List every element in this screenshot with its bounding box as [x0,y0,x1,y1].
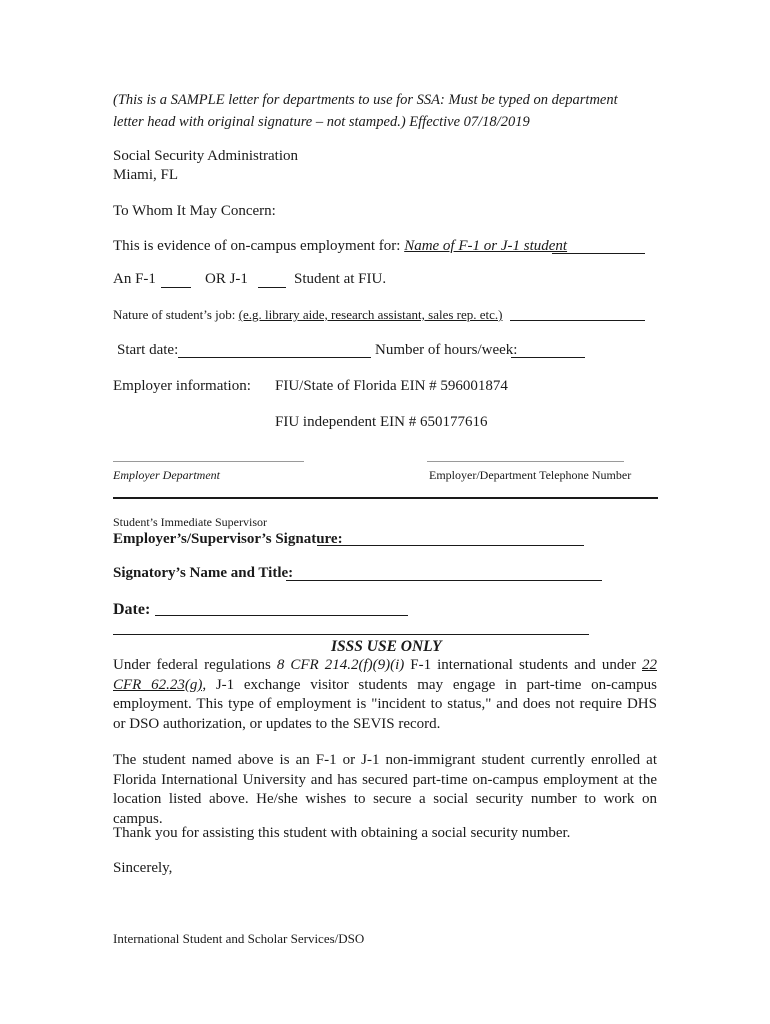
isss-heading: ISSS USE ONLY [331,638,442,655]
start-date-blank[interactable] [178,357,371,358]
telephone-label: Employer/Department Telephone Number [429,468,632,482]
supervisor-signature-label: Employer’s/Supervisor’s Signature: [113,531,343,547]
visa-suffix: Student at FIU. [294,271,387,287]
student-name-blank[interactable] [552,253,645,254]
evidence-line [113,238,567,255]
job-example: (e.g. library aide, research assistant, sales rep. etc.) [238,307,503,322]
isss-paragraph-thanks: Thank you for assisting this student with obtaining a social security number. [113,825,571,841]
ein-independent: FIU independent EIN # 650177616 [275,414,488,430]
signoff: International Student and Scholar Services/DSO [113,931,365,946]
evidence-prefix: This is evidence of on-campus employment for: [113,238,405,254]
hours-per-week-blank[interactable] [511,357,585,358]
addressee-line-2: Miami, FL [113,167,179,183]
telephone-blank[interactable] [427,461,624,462]
visa-f1-label: An F-1 [113,271,156,287]
sample-note-line-1: (This is a SAMPLE letter for departments to use for SSA: Must be typed on department [113,92,618,108]
visa-or-j1-label: OR J-1 [205,271,248,287]
signatory-name-title-label: Signatory’s Name and Title: [113,565,294,581]
employer-info-label: Employer information: [113,378,251,394]
student-name-placeholder[interactable]: Name of F-1 or J-1 student [404,238,568,254]
date-blank[interactable] [155,615,408,616]
start-date-label: Start date: [117,342,179,358]
salutation: To Whom It May Concern: [113,203,276,219]
job-line [113,307,503,323]
employer-department-label: Employer Department [113,468,220,482]
cfr-citation-j1: 22 CFR 62.23(g), [113,657,657,693]
cfr-citation-f1: 8 CFR 214.2(f)(9)(i) [276,657,405,673]
addressee-line-1: Social Security Administration [113,148,298,164]
j1-blank[interactable] [258,287,286,288]
date-label: Date: [113,601,151,618]
supervisor-signature-blank[interactable] [317,545,584,546]
supervisor-label: Student’s Immediate Supervisor [113,515,267,529]
hours-per-week-label: Number of hours/week: [375,342,518,358]
job-prefix: Nature of student’s job: [113,307,239,322]
isss-divider [113,634,589,635]
signatory-name-title-blank[interactable] [286,580,602,581]
isss-paragraph-student-status: The student named above is an F-1 or J-1 non-immigrant student currently enrolled at Florida International University and has secured part-time on-campus employment at the location listed above. He/she wishes to secure a social security number to work on campus. [113,752,657,827]
isss-paragraph-regulations: Under federal regulations 8 CFR 214.2(f)(9)(i) F-1 international students and under 22 CFR 62.23(g), J-1 exchange visitor students may engage in part-time on-campus employment. This type of employment is "incident to status," and does not require DHS or DSO authorization, or updates to the SEVIS record. [113,657,657,732]
section-divider [113,497,658,499]
sample-note-line-2: letter head with original signature – not stamped.) Effective 07/18/2019 [113,114,530,130]
f1-blank[interactable] [161,287,191,288]
job-blank[interactable] [510,320,645,321]
closing: Sincerely, [113,860,173,876]
employer-department-blank[interactable] [113,461,304,462]
ein-state: FIU/State of Florida EIN # 596001874 [275,378,508,394]
